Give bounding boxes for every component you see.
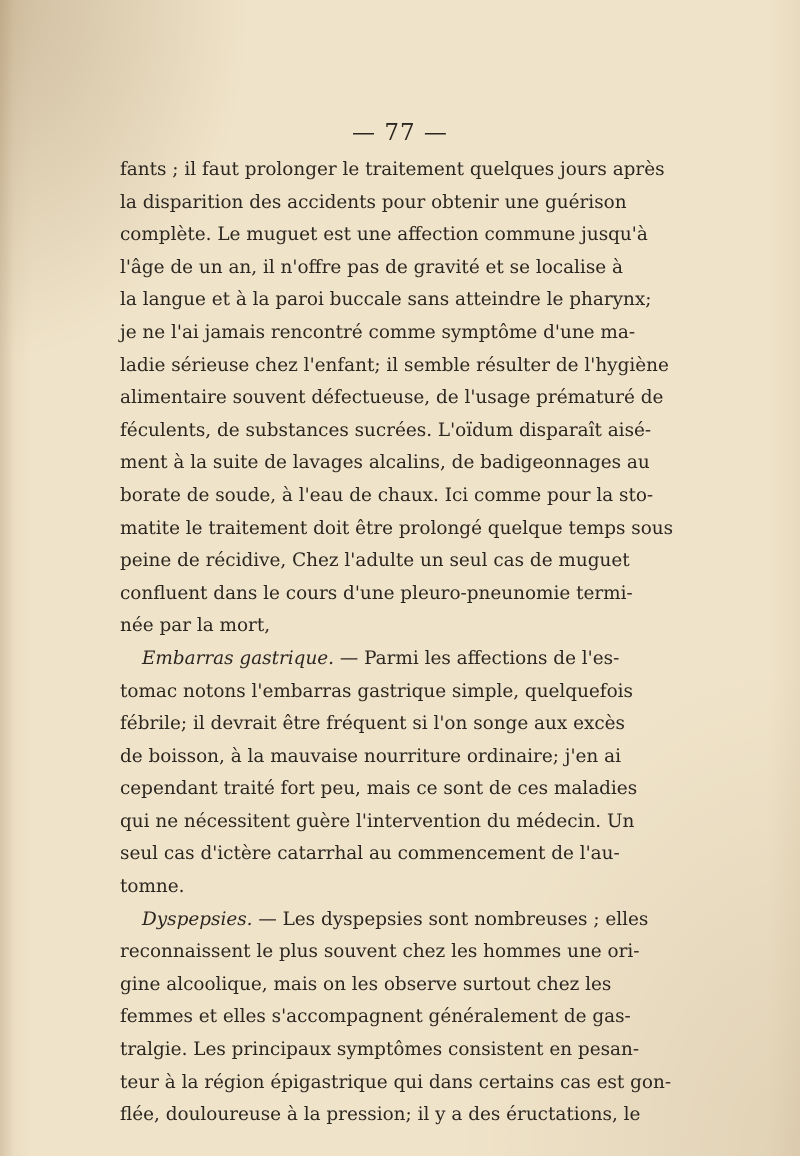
body-text — [120, 154, 674, 1132]
text-line: fébrile; il devrait être fréquent si l'on songe aux excès — [120, 713, 625, 735]
text-line: la langue et à la paroi buccale sans atteindre le pharynx; — [120, 289, 652, 311]
text-line: je ne l'ai jamais rencontré comme symptôme d'une ma- — [120, 321, 636, 343]
text-line: qui ne nécessitent guère l'intervention du médecin. Un — [120, 810, 635, 832]
text-line: flée, douloureuse à la pression; il y a des éructations, le — [120, 1104, 641, 1126]
text-line: reconnaissent le plus souvent chez les hommes une ori- — [120, 941, 640, 963]
text-line: borate de soude, à l'eau de chaux. Ici comme pour la sto- — [120, 484, 654, 506]
text-line: femmes et elles s'accompagnent généralement de gas- — [120, 1006, 631, 1028]
text-line: ladie sérieuse chez l'enfant; il semble résulter de l'hygiène — [120, 354, 669, 376]
section-title-dyspepsies: Dyspepsies. — [142, 908, 253, 930]
section-heading-line: Dyspepsies. — Les dyspepsies sont nombreuses ; elles — [142, 908, 649, 930]
text-line: l'âge de un an, il n'offre pas de gravité et se localise à — [120, 256, 623, 278]
text-line: tralgie. Les principaux symptômes consistent en pesan- — [120, 1039, 640, 1061]
section-title-embarras: Embarras gastrique. — [142, 647, 335, 669]
text-line: née par la mort, — [120, 615, 271, 637]
text-line: fants ; il faut prolonger le traitement quelques jours après — [120, 159, 665, 180]
text-line: confluent dans le cours d'une pleuro-pneunomie termi- — [120, 582, 633, 604]
text-line: tomne. — [120, 876, 185, 898]
text-line: complète. Le muguet est une affection commune jusqu'à — [120, 224, 648, 246]
text-line: tomac notons l'embarras gastrique simple, quelquefois — [120, 680, 633, 702]
page-fold-shadow — [0, 0, 14, 1156]
section-heading-line: Embarras gastrique. — Parmi les affections de l'es- — [142, 647, 620, 669]
text-line: peine de récidive, Chez l'adulte un seul cas de muguet — [120, 550, 630, 572]
text-line: cependant traité fort peu, mais ce sont de ces maladies — [120, 778, 638, 800]
text-line: teur à la région épigastrique qui dans certains cas est gon- — [120, 1071, 672, 1093]
text-line: de boisson, à la mauvaise nourriture ordinaire; j'en ai — [120, 745, 621, 767]
text-line: alimentaire souvent défectueuse, de l'usage prématuré de — [120, 387, 664, 409]
text-line: féculents, de substances sucrées. L'oïdum disparaît aisé- — [120, 419, 652, 441]
page-number: — 77 — — [352, 120, 448, 146]
text-line: la disparition des accidents pour obtenir une guérison — [120, 191, 627, 213]
text-line: seul cas d'ictère catarrhal au commencement de l'au- — [120, 843, 620, 865]
text-line: gine alcoolique, mais on les observe surtout chez les — [120, 973, 612, 995]
text-line: ment à la suite de lavages alcalins, de badigeonnages au — [120, 452, 650, 474]
text-line: matite le traitement doit être prolongé quelque temps sous — [120, 517, 674, 539]
